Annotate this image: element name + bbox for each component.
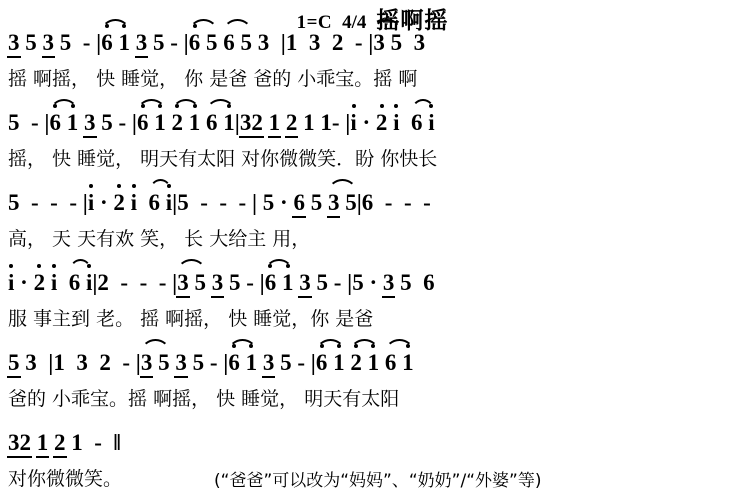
notation-line-3: 5 - - - |i · 2 i 6 i|5 - - - | 5 · 6 5 3 5|6 - - - [8,190,431,215]
key-signature: 1=C [296,12,333,33]
lyrics-line-6: 对你微微笑。 [8,468,123,490]
notation-line-6: 32 1 2 1 - ‖ [8,430,119,455]
score-title: 摇啊摇 [376,8,449,34]
lyrics-line-3: 高， 天 天有欢 笑， 长 大给主 用， [8,228,311,250]
system-1 [0,30,745,98]
notation-line-5: 5 3 |1 3 2 - |3 5 3 5 - |6 1 3 5 - |6 1 2 1 6 1 [8,350,414,375]
notation-line-2: 5 - |6 1 3 5 - |6 1 2 1 6 1|32 1 2 1 1- |i · 2 i 6 i [8,110,435,135]
lyrics-line-5: 爸的 小乖宝。摇 啊摇， 快 睡觉， 明天有太阳 [8,388,400,410]
notation-line-1: 3 5 3 5 - |6 1 3 5 - |6 5 6 5 3 |1 3 2 - |3 5 3 [8,30,426,55]
lyrics-line-1: 摇 啊摇， 快 睡觉， 你 是爸 爸的 小乖宝。摇 啊 [8,68,418,90]
system-4 [0,270,745,338]
notation-line-4: i · 2 i 6 i|2 - - - |3 5 3 5 - |6 1 3 5 - |5 · 3 5 6 [8,270,435,295]
system-2 [0,110,745,178]
time-signature: 4/4 [342,12,367,33]
lyrics-line-4: 服 事主到 老。 摇 啊摇， 快 睡觉，你 是爸 [8,308,374,330]
system-3 [0,190,745,258]
lyrics-line-2: 摇， 快 睡觉， 明天有太阳 对你微微笑．盼 你快长 [8,148,438,170]
system-5 [0,350,745,418]
performance-note: (“爸爸”可以改为“妈妈”、“奶奶”/“外婆”等) [214,471,542,491]
